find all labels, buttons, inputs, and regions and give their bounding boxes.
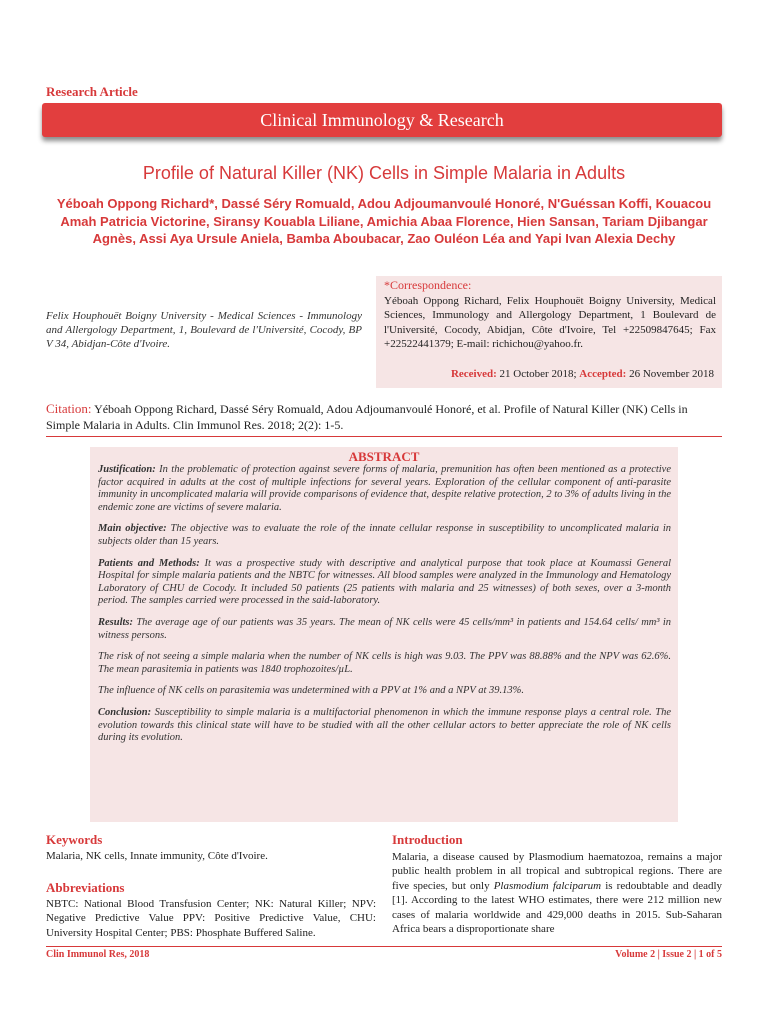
article-type: Research Article	[46, 84, 138, 99]
methods-label: Patients and Methods:	[98, 557, 200, 569]
correspondence-text: Yéboah Oppong Richard, Felix Houphouët Boigny University, Medical Sciences, Immunology and Allergology Department, 1 Boulevard de l'Université, Cocody, Abidjan, Côte d'Ivoire, Tel +22509847645; Fax +22522441379; E-mail: richichou@yahoo.fr.	[384, 295, 716, 351]
abstract-body	[98, 464, 671, 754]
received-label: Received:	[450, 368, 497, 380]
conclusion-label: Conclusion:	[98, 706, 152, 718]
abstract-results-2: The risk of not seeing a simple malaria when the number of NK cells is high was 9.03. The PPV was 88.88% and the NPV was 62.6%. The mean parasitemia in patients was 1840 trophozoites/µL.	[98, 651, 671, 675]
abstract-results	[98, 617, 671, 642]
received-date: 21 October 2018;	[499, 368, 577, 380]
accepted-date: 26 November 2018	[629, 368, 714, 380]
abstract-justification	[98, 464, 671, 514]
abstract-objective	[98, 523, 671, 548]
justification-text: In the problematic of protection against severe forms of malaria, premunition has often been mentioned as a protective factor acquired in adults at the cost of multiple infections for several years. Exploration of the cellular component of anti-parasite immunity in uncomplicated malaria will provide comparisons of evidence that, despite relative protection, 2 to 3% of adults living in the endemic zone are victims of severe malaria.	[98, 464, 672, 513]
paper-title: Profile of Natural Killer (NK) Cells in Simple Malaria in Adults	[142, 163, 626, 183]
species-name: Plasmodium falciparum	[493, 879, 602, 892]
accepted-label: Accepted:	[579, 368, 627, 380]
citation	[46, 401, 722, 433]
introduction-text	[392, 850, 722, 936]
abstract-results-3: The influence of NK cells on parasitemia was undetermined with a PPV at 1% and a NPV at 39.13%.	[98, 685, 524, 697]
objective-text: The objective was to evaluate the role of the innate cellular response in susceptibility to uncomplicated malaria in subjects older than 15 years.	[98, 523, 672, 547]
conclusion-text: Susceptibility to simple malaria is a multifactorial phenomenon in which the immune response plays a central role. The evolution towards this clinical state will have to be studied with all the other cellular actors to better appreciate the role of NK cells during its evolution.	[98, 706, 671, 744]
results-label: Results:	[98, 616, 134, 628]
footer-divider	[46, 946, 722, 947]
journal-name: Clinical Immunology & Research	[260, 109, 504, 130]
abstract-box	[90, 447, 678, 822]
author-list: Yéboah Oppong Richard*, Dassé Séry Romuald, Adou Adjoumanvoulé Honoré, N'Guéssan Koffi, Kouacou Amah Patricia Victorine, Siransy Kouabla Liliane, Amichia Abaa Florence, Hien Sansan, Tariam Djibangar Agnès, Assi Aya Ursule Aniela, Bamba Aboubacar, Zao Ouléon Léa and Yapi Ivan Alexia Dechy	[56, 196, 712, 246]
abstract-conclusion	[98, 707, 671, 745]
received-accepted-dates	[451, 368, 714, 380]
justification-label: Justification:	[98, 464, 156, 475]
footer-journal: Clin Immunol Res, 2018	[46, 949, 150, 960]
intro-part-2: is redoubtable and deadly [1]. According to the latest WHO estimates, there were 212 million new cases of malaria worldwide and 429,000 deaths in 2015. Sub-Saharan Africa bears a disproportionate share	[392, 879, 723, 936]
correspondence-box	[376, 276, 722, 388]
keywords-text: Malaria, NK cells, Innate immunity, Côte d'Ivoire.	[46, 850, 268, 862]
results-text: The average age of our patients was 35 years. The mean of NK cells were 45 cells/mm³ in patients and 154.64 cells/ mm³ in witness persons.	[98, 616, 671, 641]
abbreviations-text: NBTC: National Blood Transfusion Center; NK: Natural Killer; NPV: Negative Predictive Value PPV: Positive Predictive Value, CHU: University Hospital Center; PBS: Phosphate Buffered Saline.	[46, 898, 376, 939]
correspondence-heading: *Correspondence:	[384, 278, 472, 292]
intro-part-1: Malaria, a disease caused by Plasmodium haematozoa, remains a major public health problem in all tropical and subtropical regions. There are five species, but only	[392, 851, 722, 892]
abstract-methods	[98, 558, 671, 608]
methods-text: It was a prospective study with descriptive and analytical purpose that took place at Koumassi General Hospital for simple malaria patients and the NBTC for witnesses. All blood samples were analyzed in the Immunology and Hematology Laboratory of CHU de Cocody. It included 50 patients (25 patients with malaria and 25 witnesses) of both sexes, over a 3-month period. The samples carried were processed in the said-laboratory.	[98, 557, 671, 607]
objective-label: Main objective:	[98, 523, 167, 535]
introduction-heading: Introduction	[392, 832, 463, 847]
affiliation: Felix Houphouët Boigny University - Medical Sciences - Immunology and Allergology Department, 1, Boulevard de l'Université, Cocody, BP V 34, Abidjan-Côte d'Ivoire.	[46, 310, 362, 350]
citation-text: Yéboah Oppong Richard, Dassé Séry Romuald, Adou Adjoumanvoulé Honoré, et al. Profile of Natural Killer (NK) Cells in Simple Malaria in Adults. Clin Immunol Res. 2018; 2(2): 1-5.	[46, 402, 688, 432]
journal-banner	[42, 103, 722, 137]
abbreviations-heading: Abbreviations	[46, 880, 125, 895]
footer-page-info: Volume 2 | Issue 2 | 1 of 5	[615, 949, 722, 960]
section-divider	[46, 436, 722, 437]
citation-label: Citation:	[46, 401, 92, 416]
keywords-heading: Keywords	[46, 832, 103, 847]
abstract-heading: ABSTRACT	[348, 449, 420, 464]
